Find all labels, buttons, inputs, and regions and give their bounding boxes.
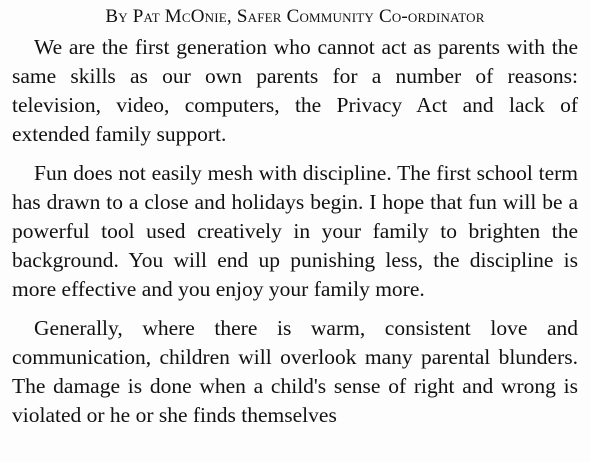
article-paragraph-1: We are the first generation who cannot act as parents with the same skills as our own parents for a number of reasons: television, video, computers, the Privacy Act and lack of extended family support. — [12, 35, 578, 146]
article-paragraph-2: Fun does not easily mesh with discipline. The first school term has drawn to a close and holidays begin. I hope that fun will be a powerful tool used creatively in your family to brighten the background. You will end up punishing less, the discipline is more effective and you enjoy your family more. — [12, 161, 578, 301]
article-byline: By Pat McOnie, Safer Community Co-ordinator — [105, 6, 485, 27]
article-body — [12, 33, 578, 440]
article-paragraph-3: Generally, where there is warm, consistent love and communication, children will overlook many parental blunders. The damage is done when a child's sense of right and wrong is violated or he or she finds themselves — [12, 316, 578, 427]
